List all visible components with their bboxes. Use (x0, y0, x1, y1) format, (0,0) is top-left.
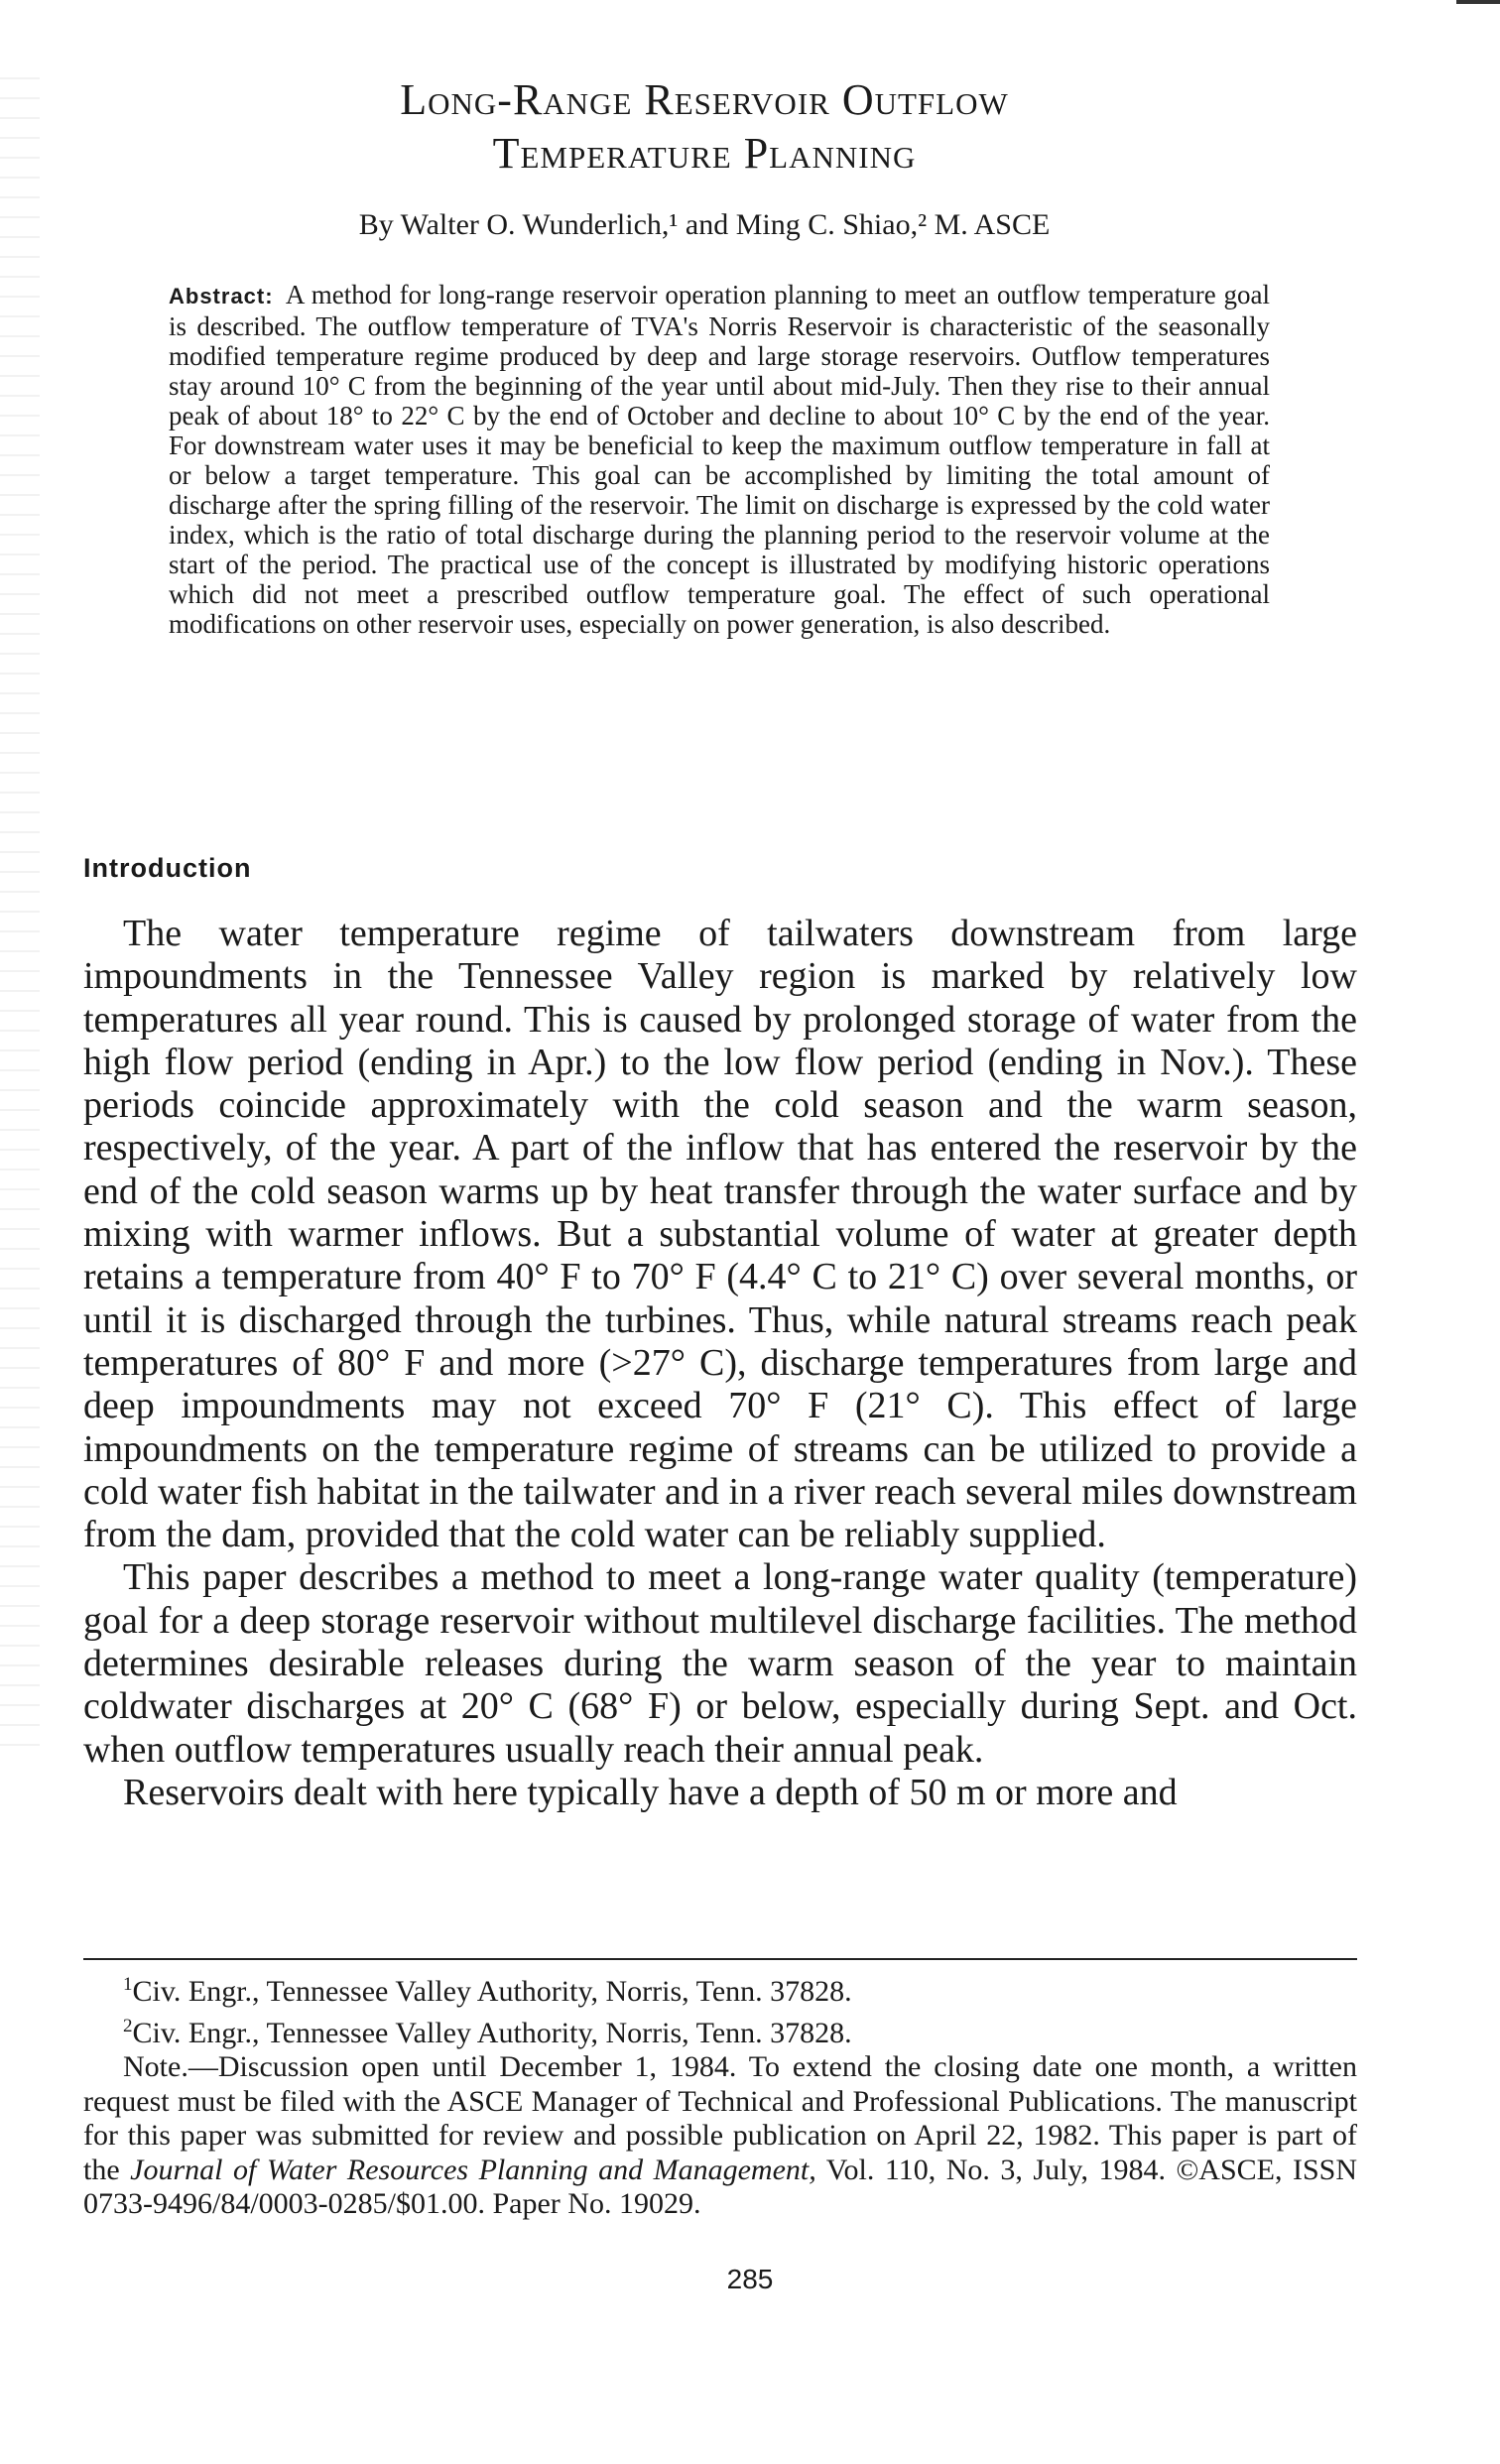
footnote-1 (83, 1968, 1357, 2010)
author-line: By Walter O. Wunderlich,¹ and Ming C. Shiao,² M. ASCE (358, 208, 1051, 241)
footnote-2-text: Civ. Engr., Tennessee Valley Authority, Norris, Tenn. 37828. (132, 2016, 852, 2049)
footnote-2-mark: 2 (123, 2015, 133, 2036)
footnote-1-text: Civ. Engr., Tennessee Valley Authority, Norris, Tenn. 37828. (132, 1975, 852, 2008)
body-paragraph: Reservoirs dealt with here typically have a depth of 50 m or more and (123, 1771, 1178, 1813)
journal-name: Journal of Water Resources Planning and Management, (130, 2153, 816, 2186)
scan-margin-artifact (0, 60, 40, 1746)
footnote-1-mark: 1 (123, 1974, 133, 1995)
body-paragraph: The water temperature regime of tailwaters downstream from large impoundments in the Tennessee Valley region is marked by relatively low temperatures all year round. This is caused by prolonged storage of water from the high flow period (ending in Apr.) to the low flow period (ending in Nov.). These periods coincide approximately with the cold season and the warm season, respectively, of the year. A part of the inflow that has entered the reservoir by the end of the cold season warms up by heat transfer through the water surface and by mixing with warmer inflows. But a substantial volume of water at greater depth retains a temperature from 40° F to 70° F (4.4° C to 21° C) over several months, or until it is discharged through the turbines. Thus, while natural streams reach peak temperatures of 80° F and more (>27° C), discharge temperatures from large and deep impoundments may not exceed 70° F (21° C). This effect of large impoundments on the temperature regime of streams can be utilized to provide a cold water fish habitat in the tailwater and in a river reach several miles downstream from the dam, provided that the cold water can be reliably supplied. (83, 913, 1357, 1556)
note-text-after: Vol. 110, No. 3, July, 1984. ©ASCE, ISSN 0733-9496/84/0003-0285/$01.00. Paper No. 19029. (83, 2153, 1357, 2220)
title-line-2: Temperature Planning (492, 129, 917, 178)
footnote-2 (83, 2010, 1357, 2051)
scan-corner-mark (1456, 0, 1500, 4)
section-heading-introduction: Introduction (83, 853, 252, 883)
abstract-text: A method for long-range reservoir operation planning to meet an outflow temperature goal is described. The outflow temperature of TVA's Norris Reservoir is characteristic of the seasonally modified temperature regime produced by deep and large storage reservoirs. Outflow temperatures stay around 10° C from the beginning of the year until about mid-July. Then they rise to their annual peak of about 18° to 22° C by the end of October and decline to about 10° C by the end of the year. For downstream water uses it may be beneficial to keep the maximum outflow temperature in fall at or below a target temperature. This goal can be accomplished by limiting the total amount of discharge after the spring filling of the reservoir. The limit on discharge is expressed by the cold water index, which is the ratio of total discharge during the planning period to the reservoir volume at the start of the period. The practical use of the concept is illustrated by modifying historic operations which did not meet a prescribed outflow temperature goal. The effect of such operational modifications on other reservoir uses, especially on power generation, is also described. (169, 280, 1271, 639)
publication-note (83, 2050, 1357, 2222)
abstract-label: Abstract: (169, 284, 274, 308)
body-text (83, 913, 1357, 1814)
title-line-1: Long-Range Reservoir Outflow (400, 75, 1009, 124)
page-number: 285 (726, 2264, 774, 2294)
body-paragraph: This paper describes a method to meet a long-range water quality (temperature) goal for a deep storage reservoir without multilevel discharge facilities. The method determines desirable releases during the warm season of the year to maintain coldwater discharges at 20° C (68° F) or below, especially during Sept. and Oct. when outflow temperatures usually reach their annual peak. (83, 1556, 1357, 1771)
paper-title (298, 73, 1111, 181)
abstract (169, 280, 1270, 639)
footnote-divider (83, 1958, 1357, 1960)
footnotes (83, 1968, 1357, 2222)
note-text-before: Note.—Discussion open until December 1, 1984. To extend the closing date one month, a written request must be filed with the ASCE Manager of Technical and Professional Publications. The manuscript for this paper was submitted for review and possible publication on April 22, 1982. This paper is part of the (83, 2050, 1357, 2186)
